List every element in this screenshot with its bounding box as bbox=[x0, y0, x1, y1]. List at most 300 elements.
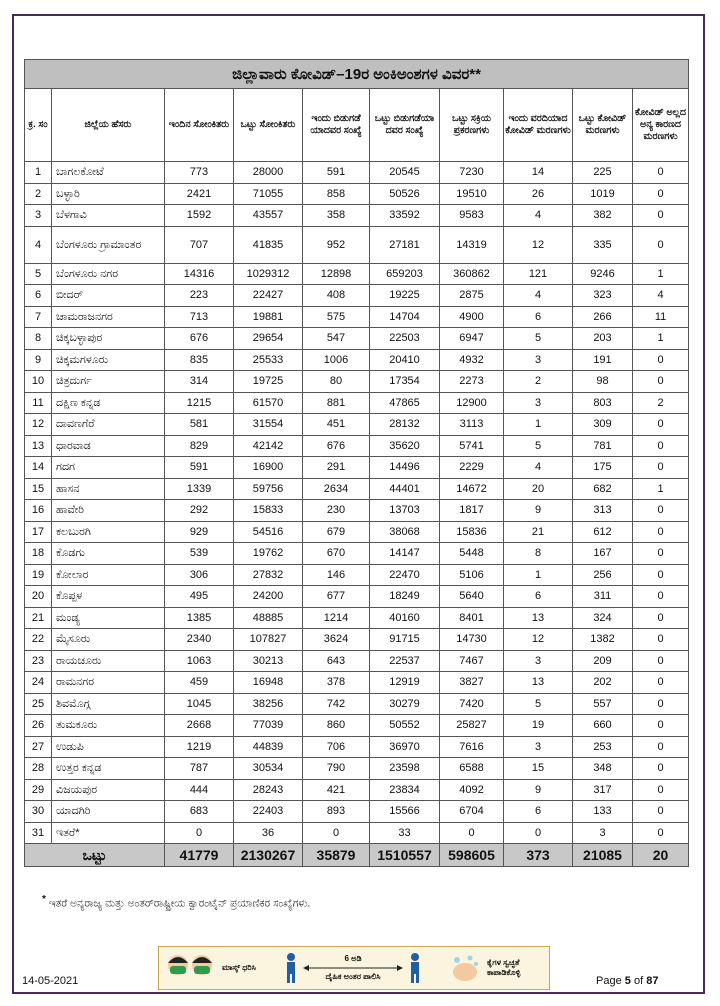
value-cell: 28243 bbox=[234, 779, 303, 801]
report-date: 14-05-2021 bbox=[22, 975, 79, 987]
value-cell: 175 bbox=[573, 457, 633, 479]
value-cell: 1 bbox=[633, 328, 689, 350]
value-cell: 13 bbox=[504, 672, 573, 694]
person-icon bbox=[408, 952, 422, 984]
serial-cell: 18 bbox=[25, 543, 52, 565]
value-cell: 6947 bbox=[440, 328, 504, 350]
value-cell: 676 bbox=[165, 328, 234, 350]
district-name-cell: ರಾಮನಗರ bbox=[52, 672, 165, 694]
district-name-cell: ಗದಗ bbox=[52, 457, 165, 479]
table-row bbox=[25, 371, 689, 393]
value-cell: 98 bbox=[573, 371, 633, 393]
value-cell: 0 bbox=[633, 457, 689, 479]
value-cell: 8401 bbox=[440, 607, 504, 629]
serial-cell: 10 bbox=[25, 371, 52, 393]
value-cell: 591 bbox=[303, 162, 370, 184]
value-cell: 773 bbox=[165, 162, 234, 184]
column-header: ಇಂದು ವರದಿಯಾದ ಕೋವಿಡ್ ಮರಣಗಳು bbox=[504, 89, 573, 162]
value-cell: 421 bbox=[303, 779, 370, 801]
value-cell: 12919 bbox=[370, 672, 440, 694]
value-cell: 444 bbox=[165, 779, 234, 801]
column-header: ಇಂದು ಬಿಡುಗಡೆ ಯಾದವರ ಸಂಖ್ಯೆ bbox=[303, 89, 370, 162]
table-row bbox=[25, 586, 689, 608]
value-cell: 408 bbox=[303, 285, 370, 307]
value-cell: 1045 bbox=[165, 693, 234, 715]
value-cell: 44401 bbox=[370, 478, 440, 500]
handwash-icon bbox=[448, 952, 482, 984]
value-cell: 191 bbox=[573, 349, 633, 371]
value-cell: 683 bbox=[165, 801, 234, 823]
value-cell: 2340 bbox=[165, 629, 234, 651]
serial-cell: 30 bbox=[25, 801, 52, 823]
serial-cell: 17 bbox=[25, 521, 52, 543]
table-row bbox=[25, 758, 689, 780]
district-name-cell: ಕೊಡಗು bbox=[52, 543, 165, 565]
value-cell: 266 bbox=[573, 306, 633, 328]
serial-cell: 1 bbox=[25, 162, 52, 184]
total-value-cell: 41779 bbox=[165, 844, 234, 867]
value-cell: 3 bbox=[504, 349, 573, 371]
table-row bbox=[25, 607, 689, 629]
table-row bbox=[25, 543, 689, 565]
column-header: ಕೋವಿಡ್ ಅಲ್ಲದ ಅನ್ಯ ಕಾರಣದ ಮರಣಗಳು bbox=[633, 89, 689, 162]
value-cell: 835 bbox=[165, 349, 234, 371]
value-cell: 14 bbox=[504, 162, 573, 184]
serial-cell: 6 bbox=[25, 285, 52, 307]
value-cell: 0 bbox=[633, 650, 689, 672]
value-cell: 80 bbox=[303, 371, 370, 393]
value-cell: 14496 bbox=[370, 457, 440, 479]
table-row bbox=[25, 478, 689, 500]
value-cell: 19725 bbox=[234, 371, 303, 393]
value-cell: 9246 bbox=[573, 263, 633, 285]
value-cell: 44839 bbox=[234, 736, 303, 758]
value-cell: 14730 bbox=[440, 629, 504, 651]
value-cell: 6704 bbox=[440, 801, 504, 823]
value-cell: 2421 bbox=[165, 183, 234, 205]
value-cell: 0 bbox=[633, 779, 689, 801]
value-cell: 28000 bbox=[234, 162, 303, 184]
value-cell: 9 bbox=[504, 500, 573, 522]
table-row bbox=[25, 801, 689, 823]
table-row bbox=[25, 226, 689, 263]
value-cell: 677 bbox=[303, 586, 370, 608]
value-cell: 23598 bbox=[370, 758, 440, 780]
serial-cell: 3 bbox=[25, 205, 52, 227]
double-arrow-icon bbox=[303, 964, 403, 972]
safety-banner bbox=[158, 946, 550, 990]
district-name-cell: ಬೆಳಗಾವಿ bbox=[52, 205, 165, 227]
value-cell: 0 bbox=[633, 162, 689, 184]
value-cell: 167 bbox=[573, 543, 633, 565]
table-row bbox=[25, 435, 689, 457]
value-cell: 860 bbox=[303, 715, 370, 737]
value-cell: 225 bbox=[573, 162, 633, 184]
value-cell: 48885 bbox=[234, 607, 303, 629]
value-cell: 1029312 bbox=[234, 263, 303, 285]
value-cell: 0 bbox=[633, 205, 689, 227]
value-cell: 50526 bbox=[370, 183, 440, 205]
table-row bbox=[25, 263, 689, 285]
value-cell: 24200 bbox=[234, 586, 303, 608]
value-cell: 317 bbox=[573, 779, 633, 801]
district-name-cell: ಉತ್ತರ ಕನ್ನಡ bbox=[52, 758, 165, 780]
value-cell: 35620 bbox=[370, 435, 440, 457]
value-cell: 4092 bbox=[440, 779, 504, 801]
value-cell: 2273 bbox=[440, 371, 504, 393]
value-cell: 829 bbox=[165, 435, 234, 457]
serial-cell: 23 bbox=[25, 650, 52, 672]
value-cell: 41835 bbox=[234, 226, 303, 263]
value-cell: 858 bbox=[303, 183, 370, 205]
value-cell: 2668 bbox=[165, 715, 234, 737]
value-cell: 38256 bbox=[234, 693, 303, 715]
table-row bbox=[25, 672, 689, 694]
district-name-cell: ಚಾಮರಾಜನಗರ bbox=[52, 306, 165, 328]
district-name-cell: ಇತರೆ* bbox=[52, 822, 165, 844]
value-cell: 335 bbox=[573, 226, 633, 263]
serial-cell: 22 bbox=[25, 629, 52, 651]
district-name-cell: ಮೈಸೂರು bbox=[52, 629, 165, 651]
value-cell: 358 bbox=[303, 205, 370, 227]
page-total: 87 bbox=[646, 975, 659, 987]
column-header: ಒಟ್ಟು ಸೋಂಕಿತರು bbox=[234, 89, 303, 162]
value-cell: 679 bbox=[303, 521, 370, 543]
value-cell: 0 bbox=[633, 349, 689, 371]
value-cell: 3 bbox=[504, 392, 573, 414]
footnote-text: ಇತರೆ ಅನ್ಯರಾಜ್ಯ ಮತ್ತು ಅಂತರ್‌ರಾಷ್ಟ್ರೀಯ ಕ್ವಾರಂಟೈನ್ ಪ್ರಯಾಣಿಕರ ಸಂಖ್ಯೆಗಳು. bbox=[48, 897, 311, 910]
district-name-cell: ಬಾಗಲಕೋಟೆ bbox=[52, 162, 165, 184]
value-cell: 291 bbox=[303, 457, 370, 479]
value-cell: 0 bbox=[633, 586, 689, 608]
value-cell: 40160 bbox=[370, 607, 440, 629]
serial-cell: 28 bbox=[25, 758, 52, 780]
value-cell: 660 bbox=[573, 715, 633, 737]
table-row bbox=[25, 285, 689, 307]
mask-segment bbox=[165, 951, 258, 985]
value-cell: 253 bbox=[573, 736, 633, 758]
value-cell: 360862 bbox=[440, 263, 504, 285]
value-cell: 9 bbox=[504, 779, 573, 801]
value-cell: 19510 bbox=[440, 183, 504, 205]
value-cell: 6 bbox=[504, 586, 573, 608]
value-cell: 0 bbox=[504, 822, 573, 844]
value-cell: 1219 bbox=[165, 736, 234, 758]
value-cell: 21 bbox=[504, 521, 573, 543]
value-cell: 3827 bbox=[440, 672, 504, 694]
table-row bbox=[25, 779, 689, 801]
value-cell: 54516 bbox=[234, 521, 303, 543]
value-cell: 591 bbox=[165, 457, 234, 479]
value-cell: 7230 bbox=[440, 162, 504, 184]
value-cell: 0 bbox=[633, 564, 689, 586]
value-cell: 1214 bbox=[303, 607, 370, 629]
value-cell: 4 bbox=[504, 457, 573, 479]
value-cell: 77039 bbox=[234, 715, 303, 737]
table-row bbox=[25, 564, 689, 586]
value-cell: 787 bbox=[165, 758, 234, 780]
column-header: ಜಿಲ್ಲೆಯ ಹೆಸರು bbox=[52, 89, 165, 162]
value-cell: 14147 bbox=[370, 543, 440, 565]
masked-face-icon bbox=[165, 951, 217, 985]
value-cell: 4 bbox=[633, 285, 689, 307]
value-cell: 9583 bbox=[440, 205, 504, 227]
value-cell: 0 bbox=[633, 629, 689, 651]
value-cell: 15566 bbox=[370, 801, 440, 823]
value-cell: 3113 bbox=[440, 414, 504, 436]
value-cell: 25827 bbox=[440, 715, 504, 737]
column-header: ಕ್ರ. ಸಂ bbox=[25, 89, 52, 162]
serial-cell: 16 bbox=[25, 500, 52, 522]
serial-cell: 11 bbox=[25, 392, 52, 414]
value-cell: 1 bbox=[633, 263, 689, 285]
value-cell: 91715 bbox=[370, 629, 440, 651]
table-row bbox=[25, 500, 689, 522]
value-cell: 3 bbox=[573, 822, 633, 844]
value-cell: 292 bbox=[165, 500, 234, 522]
value-cell: 15836 bbox=[440, 521, 504, 543]
value-cell: 459 bbox=[165, 672, 234, 694]
value-cell: 203 bbox=[573, 328, 633, 350]
value-cell: 71055 bbox=[234, 183, 303, 205]
value-cell: 781 bbox=[573, 435, 633, 457]
value-cell: 19225 bbox=[370, 285, 440, 307]
table-row bbox=[25, 183, 689, 205]
value-cell: 0 bbox=[303, 822, 370, 844]
value-cell: 0 bbox=[633, 758, 689, 780]
district-name-cell: ಬಳ್ಳಾರಿ bbox=[52, 183, 165, 205]
table-body bbox=[25, 162, 689, 844]
district-name-cell: ಶಿವಮೊಗ್ಗ bbox=[52, 693, 165, 715]
page-prefix: Page bbox=[596, 975, 622, 987]
value-cell: 107827 bbox=[234, 629, 303, 651]
total-value-cell: 21085 bbox=[573, 844, 633, 867]
district-name-cell: ಉಡುಪಿ bbox=[52, 736, 165, 758]
serial-cell: 15 bbox=[25, 478, 52, 500]
value-cell: 3 bbox=[504, 736, 573, 758]
value-cell: 0 bbox=[633, 500, 689, 522]
value-cell: 742 bbox=[303, 693, 370, 715]
table-row bbox=[25, 162, 689, 184]
column-header: ಒಟ್ಟು ಸಕ್ರಿಯ ಪ್ರಕರಣಗಳು bbox=[440, 89, 504, 162]
value-cell: 682 bbox=[573, 478, 633, 500]
total-label-cell: ಒಟ್ಟು bbox=[25, 844, 165, 867]
value-cell: 7467 bbox=[440, 650, 504, 672]
value-cell: 133 bbox=[573, 801, 633, 823]
serial-cell: 19 bbox=[25, 564, 52, 586]
value-cell: 1019 bbox=[573, 183, 633, 205]
value-cell: 0 bbox=[633, 226, 689, 263]
table-row bbox=[25, 693, 689, 715]
value-cell: 539 bbox=[165, 543, 234, 565]
value-cell: 6 bbox=[504, 306, 573, 328]
value-cell: 670 bbox=[303, 543, 370, 565]
value-cell: 25533 bbox=[234, 349, 303, 371]
value-cell: 230 bbox=[303, 500, 370, 522]
value-cell: 4 bbox=[504, 205, 573, 227]
serial-cell: 13 bbox=[25, 435, 52, 457]
value-cell: 256 bbox=[573, 564, 633, 586]
value-cell: 0 bbox=[633, 822, 689, 844]
serial-cell: 24 bbox=[25, 672, 52, 694]
value-cell: 5448 bbox=[440, 543, 504, 565]
column-header: ಒಟ್ಟು ಬಿಡುಗಡೆಯಾ ದವರ ಸಂಖ್ಯೆ bbox=[370, 89, 440, 162]
district-name-cell: ಧಾರವಾಡ bbox=[52, 435, 165, 457]
value-cell: 0 bbox=[633, 543, 689, 565]
value-cell: 451 bbox=[303, 414, 370, 436]
value-cell: 19762 bbox=[234, 543, 303, 565]
serial-cell: 27 bbox=[25, 736, 52, 758]
header-row bbox=[25, 89, 689, 162]
serial-cell: 7 bbox=[25, 306, 52, 328]
value-cell: 50552 bbox=[370, 715, 440, 737]
table-row bbox=[25, 457, 689, 479]
value-cell: 1 bbox=[504, 414, 573, 436]
value-cell: 676 bbox=[303, 435, 370, 457]
value-cell: 30213 bbox=[234, 650, 303, 672]
total-value-cell: 20 bbox=[633, 844, 689, 867]
district-name-cell: ತುಮಕೂರು bbox=[52, 715, 165, 737]
serial-cell: 31 bbox=[25, 822, 52, 844]
value-cell: 14316 bbox=[165, 263, 234, 285]
serial-cell: 25 bbox=[25, 693, 52, 715]
value-cell: 306 bbox=[165, 564, 234, 586]
value-cell: 309 bbox=[573, 414, 633, 436]
total-value-cell: 35879 bbox=[303, 844, 370, 867]
value-cell: 23834 bbox=[370, 779, 440, 801]
value-cell: 30279 bbox=[370, 693, 440, 715]
value-cell: 612 bbox=[573, 521, 633, 543]
value-cell: 2 bbox=[633, 392, 689, 414]
total-value-cell: 1510557 bbox=[370, 844, 440, 867]
serial-cell: 14 bbox=[25, 457, 52, 479]
value-cell: 557 bbox=[573, 693, 633, 715]
value-cell: 27832 bbox=[234, 564, 303, 586]
value-cell: 18249 bbox=[370, 586, 440, 608]
value-cell: 707 bbox=[165, 226, 234, 263]
value-cell: 5741 bbox=[440, 435, 504, 457]
table-row bbox=[25, 414, 689, 436]
value-cell: 0 bbox=[633, 715, 689, 737]
value-cell: 0 bbox=[165, 822, 234, 844]
value-cell: 22470 bbox=[370, 564, 440, 586]
table-title: ಜಿಲ್ಲಾವಾರು ಕೋವಿಡ್–19ರ ಅಂಕಿಅಂಶಗಳ ವಿವರ** bbox=[25, 60, 689, 89]
value-cell: 4 bbox=[504, 285, 573, 307]
value-cell: 28132 bbox=[370, 414, 440, 436]
value-cell: 12 bbox=[504, 226, 573, 263]
value-cell: 0 bbox=[633, 672, 689, 694]
value-cell: 47865 bbox=[370, 392, 440, 414]
district-name-cell: ಚಿತ್ರದುರ್ಗ bbox=[52, 371, 165, 393]
value-cell: 223 bbox=[165, 285, 234, 307]
value-cell: 5106 bbox=[440, 564, 504, 586]
value-cell: 202 bbox=[573, 672, 633, 694]
total-row bbox=[25, 844, 689, 867]
value-cell: 3 bbox=[504, 650, 573, 672]
value-cell: 4932 bbox=[440, 349, 504, 371]
value-cell: 3624 bbox=[303, 629, 370, 651]
value-cell: 7420 bbox=[440, 693, 504, 715]
district-name-cell: ಕೊಪ್ಪಳ bbox=[52, 586, 165, 608]
column-header: ಇಂದಿನ ಸೋಂಕಿತರು bbox=[165, 89, 234, 162]
handwash-text: ಕೈಗಳ ಸ್ವಚ್ಛತೆ ಕಾಪಾಡಿಕೊಳ್ಳಿ bbox=[487, 958, 521, 977]
value-cell: 1339 bbox=[165, 478, 234, 500]
value-cell: 1 bbox=[633, 478, 689, 500]
value-cell: 803 bbox=[573, 392, 633, 414]
value-cell: 31554 bbox=[234, 414, 303, 436]
district-name-cell: ವಿಜಯಪುರ bbox=[52, 779, 165, 801]
total-value-cell: 598605 bbox=[440, 844, 504, 867]
value-cell: 121 bbox=[504, 263, 573, 285]
value-cell: 348 bbox=[573, 758, 633, 780]
value-cell: 4900 bbox=[440, 306, 504, 328]
value-cell: 311 bbox=[573, 586, 633, 608]
value-cell: 1215 bbox=[165, 392, 234, 414]
value-cell: 0 bbox=[633, 801, 689, 823]
district-name-cell: ಹಾಸನ bbox=[52, 478, 165, 500]
serial-cell: 21 bbox=[25, 607, 52, 629]
value-cell: 12 bbox=[504, 629, 573, 651]
value-cell: 314 bbox=[165, 371, 234, 393]
table-row bbox=[25, 715, 689, 737]
value-cell: 33592 bbox=[370, 205, 440, 227]
value-cell: 20545 bbox=[370, 162, 440, 184]
value-cell: 1817 bbox=[440, 500, 504, 522]
district-name-cell: ಬೆಂಗಳೂರು ಗ್ರಾಮಾಂತರ bbox=[52, 226, 165, 263]
value-cell: 5640 bbox=[440, 586, 504, 608]
district-name-cell: ಹಾವೇರಿ bbox=[52, 500, 165, 522]
value-cell: 547 bbox=[303, 328, 370, 350]
table-row bbox=[25, 822, 689, 844]
value-cell: 1592 bbox=[165, 205, 234, 227]
value-cell: 36970 bbox=[370, 736, 440, 758]
value-cell: 378 bbox=[303, 672, 370, 694]
value-cell: 14319 bbox=[440, 226, 504, 263]
handwash-segment bbox=[448, 952, 543, 984]
value-cell: 5 bbox=[504, 693, 573, 715]
value-cell: 12898 bbox=[303, 263, 370, 285]
serial-cell: 8 bbox=[25, 328, 52, 350]
value-cell: 13703 bbox=[370, 500, 440, 522]
value-cell: 16900 bbox=[234, 457, 303, 479]
value-cell: 146 bbox=[303, 564, 370, 586]
value-cell: 29654 bbox=[234, 328, 303, 350]
district-name-cell: ದಕ್ಷಿಣ ಕನ್ನಡ bbox=[52, 392, 165, 414]
value-cell: 2229 bbox=[440, 457, 504, 479]
value-cell: 5 bbox=[504, 328, 573, 350]
value-cell: 11 bbox=[633, 306, 689, 328]
value-cell: 0 bbox=[633, 435, 689, 457]
value-cell: 22503 bbox=[370, 328, 440, 350]
table-row bbox=[25, 521, 689, 543]
table-row bbox=[25, 736, 689, 758]
district-name-cell: ಬೀದರ್ bbox=[52, 285, 165, 307]
value-cell: 0 bbox=[633, 736, 689, 758]
value-cell: 2 bbox=[504, 371, 573, 393]
value-cell: 13 bbox=[504, 607, 573, 629]
value-cell: 7616 bbox=[440, 736, 504, 758]
value-cell: 1382 bbox=[573, 629, 633, 651]
value-cell: 209 bbox=[573, 650, 633, 672]
value-cell: 26 bbox=[504, 183, 573, 205]
serial-cell: 4 bbox=[25, 226, 52, 263]
value-cell: 27181 bbox=[370, 226, 440, 263]
value-cell: 659203 bbox=[370, 263, 440, 285]
table-row bbox=[25, 650, 689, 672]
value-cell: 17354 bbox=[370, 371, 440, 393]
serial-cell: 29 bbox=[25, 779, 52, 801]
value-cell: 43557 bbox=[234, 205, 303, 227]
